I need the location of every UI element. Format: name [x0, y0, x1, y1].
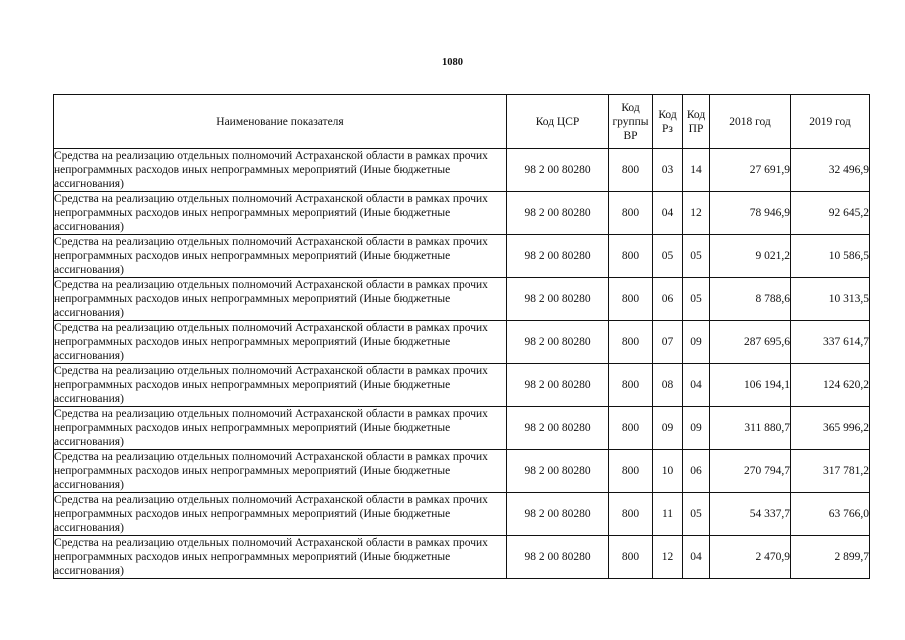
cell-amount-2018: 8 788,6 — [710, 278, 791, 321]
header-vr-line2: группы — [612, 115, 649, 128]
cell-name: Средства на реализацию отдельных полномочий Астраханской области в рамках прочих непрограммных расходов иных непрограммных мероприятий (Иные бюджетные ассигнования) — [54, 278, 507, 321]
cell-vr-code: 800 — [609, 493, 653, 536]
budget-table — [53, 94, 870, 579]
cell-amount-2019: 337 614,7 — [791, 321, 870, 364]
cell-pr-code: 05 — [683, 278, 710, 321]
cell-rz-code: 09 — [653, 407, 683, 450]
cell-amount-2018: 106 194,1 — [710, 364, 791, 407]
cell-name: Средства на реализацию отдельных полномочий Астраханской области в рамках прочих непрограммных расходов иных непрограммных мероприятий (Иные бюджетные ассигнования) — [54, 321, 507, 364]
cell-amount-2018: 9 021,2 — [710, 235, 791, 278]
cell-csr-code: 98 2 00 80280 — [507, 450, 609, 493]
header-row — [54, 95, 870, 149]
cell-vr-code: 800 — [609, 364, 653, 407]
cell-name: Средства на реализацию отдельных полномочий Астраханской области в рамках прочих непрограммных расходов иных непрограммных мероприятий (Иные бюджетные ассигнования) — [54, 149, 507, 192]
cell-rz-code: 04 — [653, 192, 683, 235]
cell-csr-code: 98 2 00 80280 — [507, 321, 609, 364]
cell-csr-code: 98 2 00 80280 — [507, 192, 609, 235]
table-row — [54, 450, 870, 493]
cell-rz-code: 11 — [653, 493, 683, 536]
cell-rz-code: 06 — [653, 278, 683, 321]
cell-amount-2018: 270 794,7 — [710, 450, 791, 493]
cell-amount-2019: 317 781,2 — [791, 450, 870, 493]
header-pr-line1: Код — [686, 108, 706, 121]
cell-amount-2018: 27 691,9 — [710, 149, 791, 192]
cell-pr-code: 12 — [683, 192, 710, 235]
table-row — [54, 493, 870, 536]
header-rz-line2: Рз — [662, 122, 673, 135]
cell-pr-code: 09 — [683, 407, 710, 450]
table-row — [54, 278, 870, 321]
cell-csr-code: 98 2 00 80280 — [507, 407, 609, 450]
cell-rz-code: 10 — [653, 450, 683, 493]
cell-rz-code: 03 — [653, 149, 683, 192]
header-2019: 2019 год — [791, 95, 870, 149]
cell-vr-code: 800 — [609, 278, 653, 321]
cell-name: Средства на реализацию отдельных полномочий Астраханской области в рамках прочих непрограммных расходов иных непрограммных мероприятий (Иные бюджетные ассигнования) — [54, 493, 507, 536]
cell-amount-2018: 78 946,9 — [710, 192, 791, 235]
cell-pr-code: 09 — [683, 321, 710, 364]
table-row — [54, 321, 870, 364]
cell-vr-code: 800 — [609, 407, 653, 450]
cell-amount-2018: 54 337,7 — [710, 493, 791, 536]
cell-amount-2019: 63 766,0 — [791, 493, 870, 536]
cell-amount-2019: 2 899,7 — [791, 536, 870, 579]
cell-pr-code: 06 — [683, 450, 710, 493]
cell-vr-code: 800 — [609, 536, 653, 579]
cell-name: Средства на реализацию отдельных полномочий Астраханской области в рамках прочих непрограммных расходов иных непрограммных мероприятий (Иные бюджетные ассигнования) — [54, 450, 507, 493]
page-number: 1080 — [442, 57, 463, 68]
cell-csr-code: 98 2 00 80280 — [507, 536, 609, 579]
cell-rz-code: 05 — [653, 235, 683, 278]
header-rz — [653, 95, 683, 149]
cell-pr-code: 04 — [683, 536, 710, 579]
cell-rz-code: 12 — [653, 536, 683, 579]
table-row — [54, 149, 870, 192]
header-name: Наименование показателя — [54, 95, 507, 149]
header-csr: Код ЦСР — [507, 95, 609, 149]
cell-vr-code: 800 — [609, 192, 653, 235]
cell-name: Средства на реализацию отдельных полномочий Астраханской области в рамках прочих непрограммных расходов иных непрограммных мероприятий (Иные бюджетные ассигнования) — [54, 192, 507, 235]
cell-csr-code: 98 2 00 80280 — [507, 235, 609, 278]
header-2018: 2018 год — [710, 95, 791, 149]
cell-name: Средства на реализацию отдельных полномочий Астраханской области в рамках прочих непрограммных расходов иных непрограммных мероприятий (Иные бюджетные ассигнования) — [54, 536, 507, 579]
cell-csr-code: 98 2 00 80280 — [507, 149, 609, 192]
cell-vr-code: 800 — [609, 149, 653, 192]
table-body — [54, 149, 870, 579]
header-rz-line1: Код — [658, 108, 677, 121]
cell-csr-code: 98 2 00 80280 — [507, 364, 609, 407]
table-row — [54, 536, 870, 579]
header-pr-line2: ПР — [688, 122, 704, 135]
cell-rz-code: 08 — [653, 364, 683, 407]
cell-name: Средства на реализацию отдельных полномочий Астраханской области в рамках прочих непрограммных расходов иных непрограммных мероприятий (Иные бюджетные ассигнования) — [54, 235, 507, 278]
header-vr-line1: Код — [621, 101, 640, 114]
table-row — [54, 364, 870, 407]
cell-name: Средства на реализацию отдельных полномочий Астраханской области в рамках прочих непрограммных расходов иных непрограммных мероприятий (Иные бюджетные ассигнования) — [54, 364, 507, 407]
cell-amount-2019: 10 313,5 — [791, 278, 870, 321]
cell-amount-2019: 365 996,2 — [791, 407, 870, 450]
header-vr-line3: ВР — [623, 129, 638, 142]
cell-pr-code: 04 — [683, 364, 710, 407]
cell-amount-2019: 32 496,9 — [791, 149, 870, 192]
cell-amount-2018: 287 695,6 — [710, 321, 791, 364]
cell-vr-code: 800 — [609, 235, 653, 278]
table-row — [54, 192, 870, 235]
cell-name: Средства на реализацию отдельных полномочий Астраханской области в рамках прочих непрограммных расходов иных непрограммных мероприятий (Иные бюджетные ассигнования) — [54, 407, 507, 450]
cell-rz-code: 07 — [653, 321, 683, 364]
table-row — [54, 235, 870, 278]
cell-csr-code: 98 2 00 80280 — [507, 278, 609, 321]
cell-vr-code: 800 — [609, 321, 653, 364]
cell-amount-2018: 311 880,7 — [710, 407, 791, 450]
cell-amount-2018: 2 470,9 — [710, 536, 791, 579]
cell-pr-code: 05 — [683, 493, 710, 536]
cell-csr-code: 98 2 00 80280 — [507, 493, 609, 536]
cell-pr-code: 14 — [683, 149, 710, 192]
header-pr — [683, 95, 710, 149]
cell-vr-code: 800 — [609, 450, 653, 493]
cell-amount-2019: 10 586,5 — [791, 235, 870, 278]
header-vr — [609, 95, 653, 149]
cell-amount-2019: 124 620,2 — [791, 364, 870, 407]
table-row — [54, 407, 870, 450]
cell-pr-code: 05 — [683, 235, 710, 278]
cell-amount-2019: 92 645,2 — [791, 192, 870, 235]
